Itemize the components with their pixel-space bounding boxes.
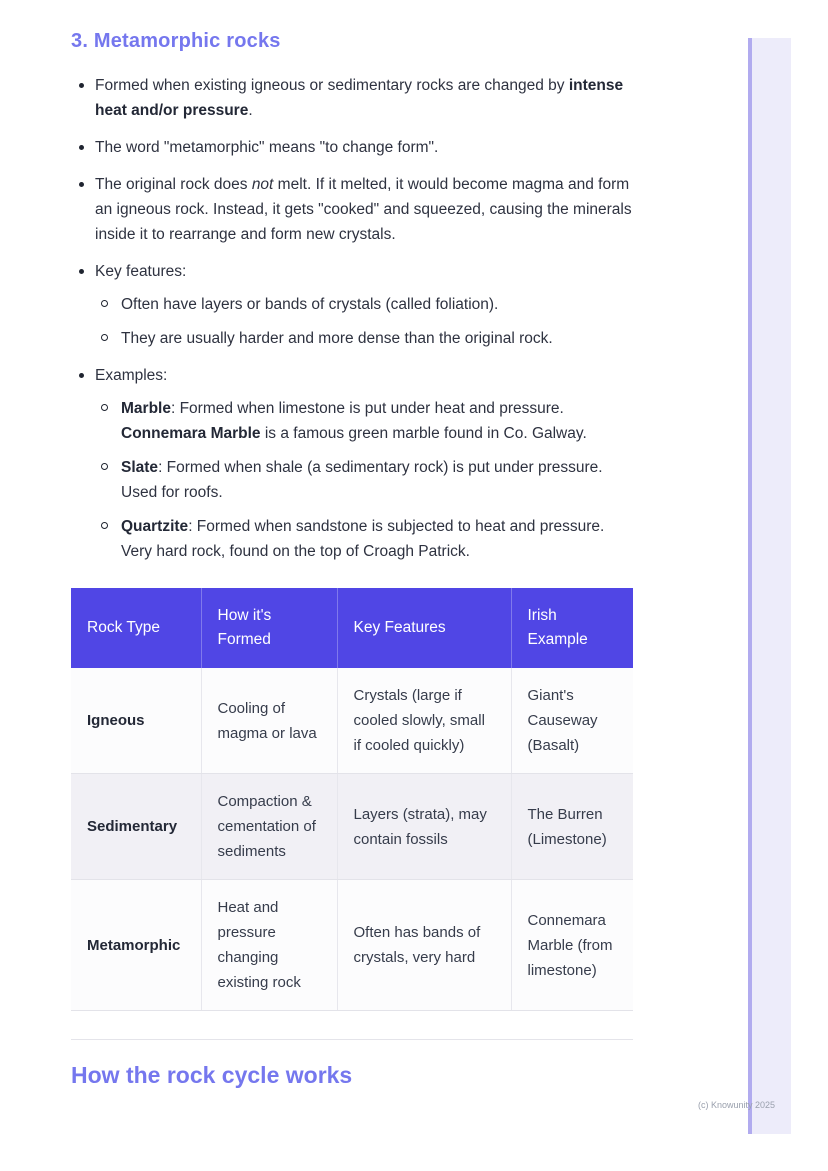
table-cell: Sedimentary [71, 774, 201, 880]
page-accent-line [748, 38, 752, 1134]
table-row [71, 774, 633, 880]
table-cell: Layers (strata), may contain fossils [337, 774, 511, 880]
table-row [71, 880, 633, 1011]
list-item [71, 363, 633, 564]
list-item [71, 73, 633, 123]
table-cell: Igneous [71, 668, 201, 774]
footer-credit: (c) Knowunity 2025 [697, 1100, 775, 1110]
sub-list-item [95, 396, 633, 446]
sub-list-item [95, 326, 633, 351]
list-item-text: Marble: Formed when limestone is put under heat and pressure. Connemara Marble is a famous green marble found in Co. Galway. [121, 400, 587, 442]
table-cell: Metamorphic [71, 880, 201, 1011]
sub-list-item [95, 292, 633, 317]
section-heading: 3. Metamorphic rocks [71, 30, 281, 52]
list-item-text: Examples: [95, 367, 168, 384]
sub-list-item [95, 455, 633, 505]
table-header-cell: Key Features [337, 588, 511, 668]
page-side-panel [752, 38, 791, 1134]
table-cell: Often has bands of crystals, very hard [337, 880, 511, 1011]
bullet-list [71, 73, 633, 564]
list-item-text: Quartzite: Formed when sandstone is subjected to heat and pressure. Very hard rock, found on the top of Croagh Patrick. [121, 518, 605, 560]
list-item [71, 259, 633, 351]
table-cell: Cooling of magma or lava [201, 668, 337, 774]
list-item-text: Slate: Formed when shale (a sedimentary rock) is put under pressure. Used for roofs. [121, 459, 603, 501]
list-item-text: Key features: [95, 263, 187, 280]
list-item-text: The word "metamorphic" means "to change form". [95, 139, 439, 156]
table-header-cell: How it's Formed [201, 588, 337, 668]
sub-list [95, 396, 633, 564]
sub-list-item [95, 514, 633, 564]
table-cell: Connemara Marble (from limestone) [511, 880, 633, 1011]
section-divider [71, 1039, 633, 1040]
list-item [71, 135, 633, 160]
list-item-text: They are usually harder and more dense than the original rock. [121, 330, 553, 347]
list-item-text: Often have layers or bands of crystals (called foliation). [121, 296, 499, 313]
list-item-text: The original rock does not melt. If it melted, it would become magma and form an igneous rock. Instead, it gets "cooked" and squeezed, causing the minerals inside it to rearrange and form new crystals. [95, 176, 632, 243]
table-cell: The Burren (Limestone) [511, 774, 633, 880]
page-content [71, 30, 633, 1089]
table-cell: Crystals (large if cooled slowly, small if cooled quickly) [337, 668, 511, 774]
table-header-cell: Irish Example [511, 588, 633, 668]
table-cell: Giant's Causeway (Basalt) [511, 668, 633, 774]
next-section-heading: How the rock cycle works [71, 1062, 353, 1088]
table-header-row [71, 588, 633, 668]
sub-list [95, 292, 633, 351]
table-header-cell: Rock Type [71, 588, 201, 668]
table-cell: Heat and pressure changing existing rock [201, 880, 337, 1011]
table-cell: Compaction & cementation of sediments [201, 774, 337, 880]
list-item [71, 172, 633, 247]
rock-comparison-table [71, 588, 633, 1011]
table-row [71, 668, 633, 774]
list-item-text: Formed when existing igneous or sedimentary rocks are changed by intense heat and/or pressure. [95, 77, 624, 119]
